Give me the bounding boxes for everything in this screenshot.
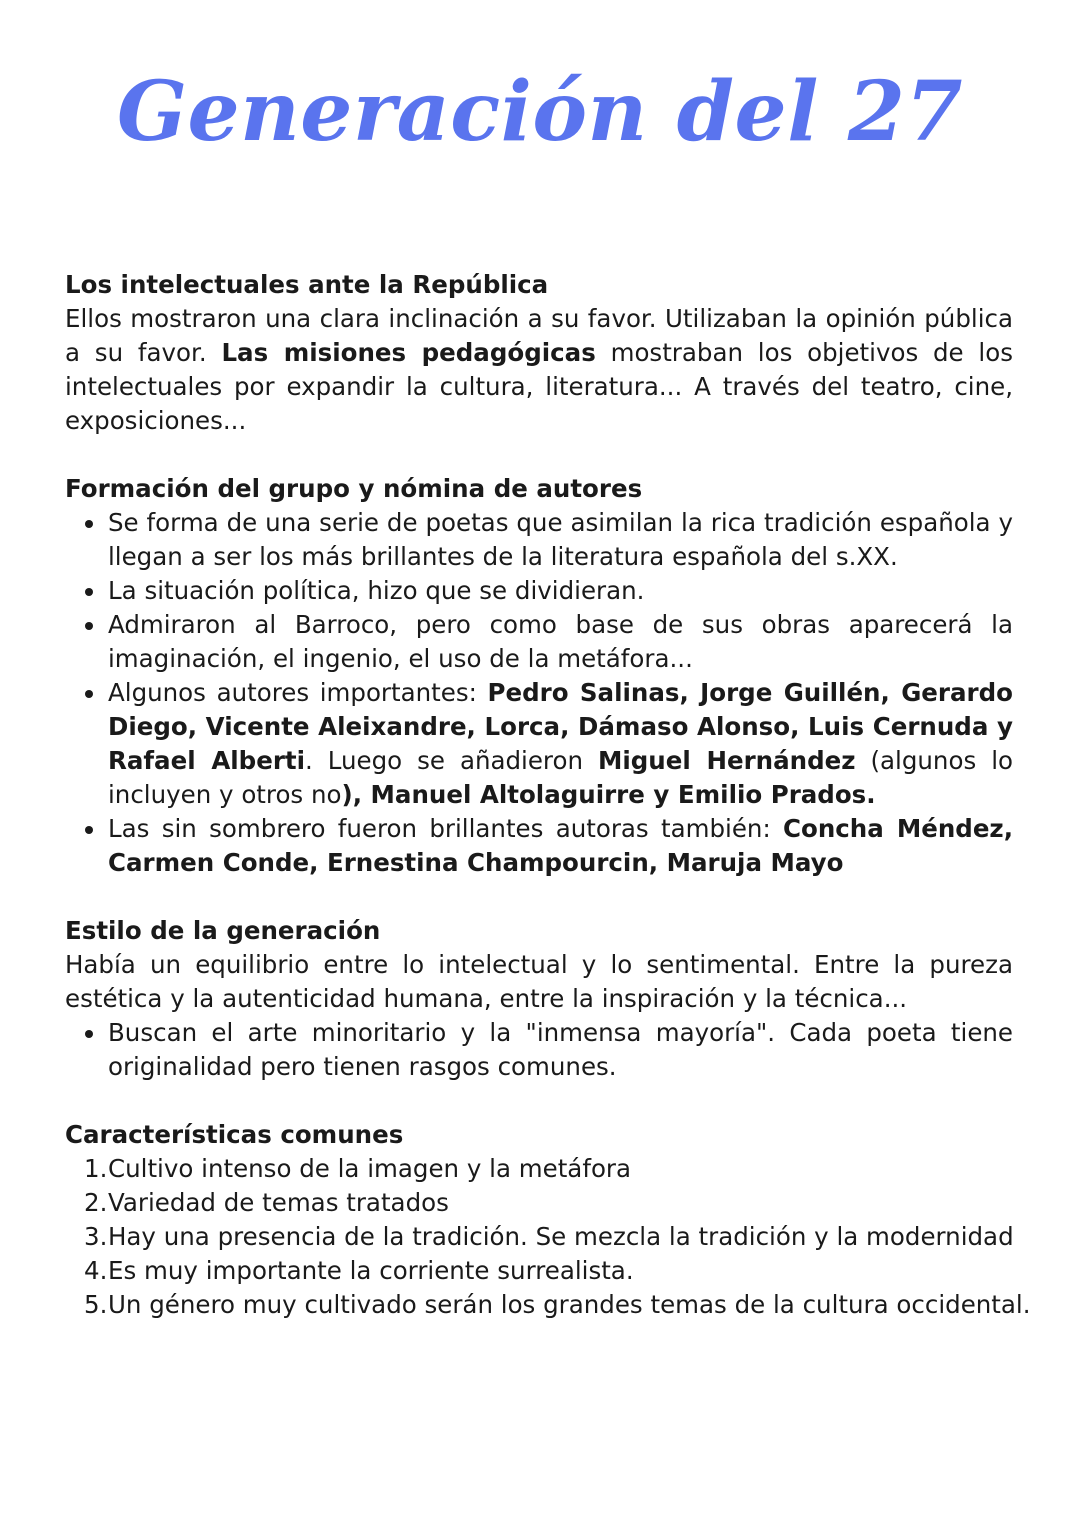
section-heading: Formación del grupo y nómina de autores: [65, 474, 643, 503]
item-bold-text: Pedro Salinas, Jorge Guillén, Gerardo Diego, Vicente Aleixandre, Lorca, Dámaso Alonso, Luis Cernuda y Rafael Alberti: [108, 678, 1013, 775]
section-formacion: [65, 472, 1013, 880]
numbered-list: [65, 1152, 1031, 1322]
list-item: [65, 1288, 1031, 1322]
document-body: [65, 268, 1031, 1322]
item-text: Variedad de temas tratados: [108, 1188, 449, 1217]
bullet-list: [65, 506, 1013, 880]
paragraph-bold-text: Las misiones pedagógicas: [221, 338, 596, 367]
section-estilo: [65, 914, 1013, 1084]
list-item: Admiraron al Barroco, pero como base de sus obras aparecerá la imaginación, el ingenio, el uso de la metáfora...: [65, 608, 1013, 676]
paragraph-text: mostraban los objetivos de los intelectuales por expandir la cultura, literatura... A través del teatro, cine, exposiciones...: [65, 338, 1013, 435]
item-text: Las sin sombrero fueron brillantes autoras también:: [108, 814, 784, 843]
item-text: . Luego se añadieron: [305, 746, 598, 775]
item-text: (algunos lo incluyen y otros no: [108, 746, 1013, 809]
list-item: Buscan el arte minoritario y la "inmensa mayoría". Cada poeta tiene originalidad pero tienen rasgos comunes.: [65, 1016, 1013, 1084]
section-paragraph: [65, 302, 1013, 438]
item-number: 3.: [84, 1222, 108, 1251]
page-title: Generación del 27: [116, 64, 964, 160]
item-text: Un género muy cultivado serán los grandes temas de la cultura occidental.: [108, 1290, 1031, 1319]
bullet-list: [65, 1016, 1013, 1084]
section-republica: [65, 268, 1013, 438]
list-item: [65, 1152, 1013, 1186]
list-item: [65, 1220, 1013, 1254]
item-text: Hay una presencia de la tradición. Se mezcla la tradición y la modernidad: [108, 1222, 1014, 1251]
item-bold-text: Miguel Hernández: [597, 746, 856, 775]
list-item: [65, 1254, 1013, 1288]
section-heading: Estilo de la generación: [65, 916, 381, 945]
list-item: [65, 676, 1013, 812]
list-item: Se forma de una serie de poetas que asimilan la rica tradición española y llegan a ser los más brillantes de la literatura española del s.XX.: [65, 506, 1013, 574]
item-number: 4.: [84, 1256, 108, 1285]
item-text: Es muy importante la corriente surrealista.: [108, 1256, 634, 1285]
item-text: Cultivo intenso de la imagen y la metáfora: [108, 1154, 632, 1183]
item-number: 2.: [84, 1188, 108, 1217]
list-item: La situación política, hizo que se dividieran.: [65, 574, 1013, 608]
item-text: Algunos autores importantes:: [108, 678, 488, 707]
item-bold-text: Concha Méndez, Carmen Conde, Ernestina Champourcin, Maruja Mayo: [108, 814, 1013, 877]
section-paragraph: Había un equilibrio entre lo intelectual y lo sentimental. Entre la pureza estética y la autenticidad humana, entre la inspiración y la técnica...: [65, 950, 1013, 1013]
list-item: [65, 1186, 1013, 1220]
item-bold-text: ), Manuel Altolaguirre y Emilio Prados.: [341, 780, 876, 809]
section-heading: Los intelectuales ante la República: [65, 270, 549, 299]
item-number: 1.: [84, 1154, 108, 1183]
paragraph-text: Ellos mostraron una clara inclinación a su favor. Utilizaban la opinión pública a su favor.: [65, 304, 1013, 367]
item-number: 5.: [84, 1290, 108, 1319]
list-item: [65, 812, 1013, 880]
section-heading: Características comunes: [65, 1120, 404, 1149]
section-caracteristicas: [65, 1118, 1031, 1322]
